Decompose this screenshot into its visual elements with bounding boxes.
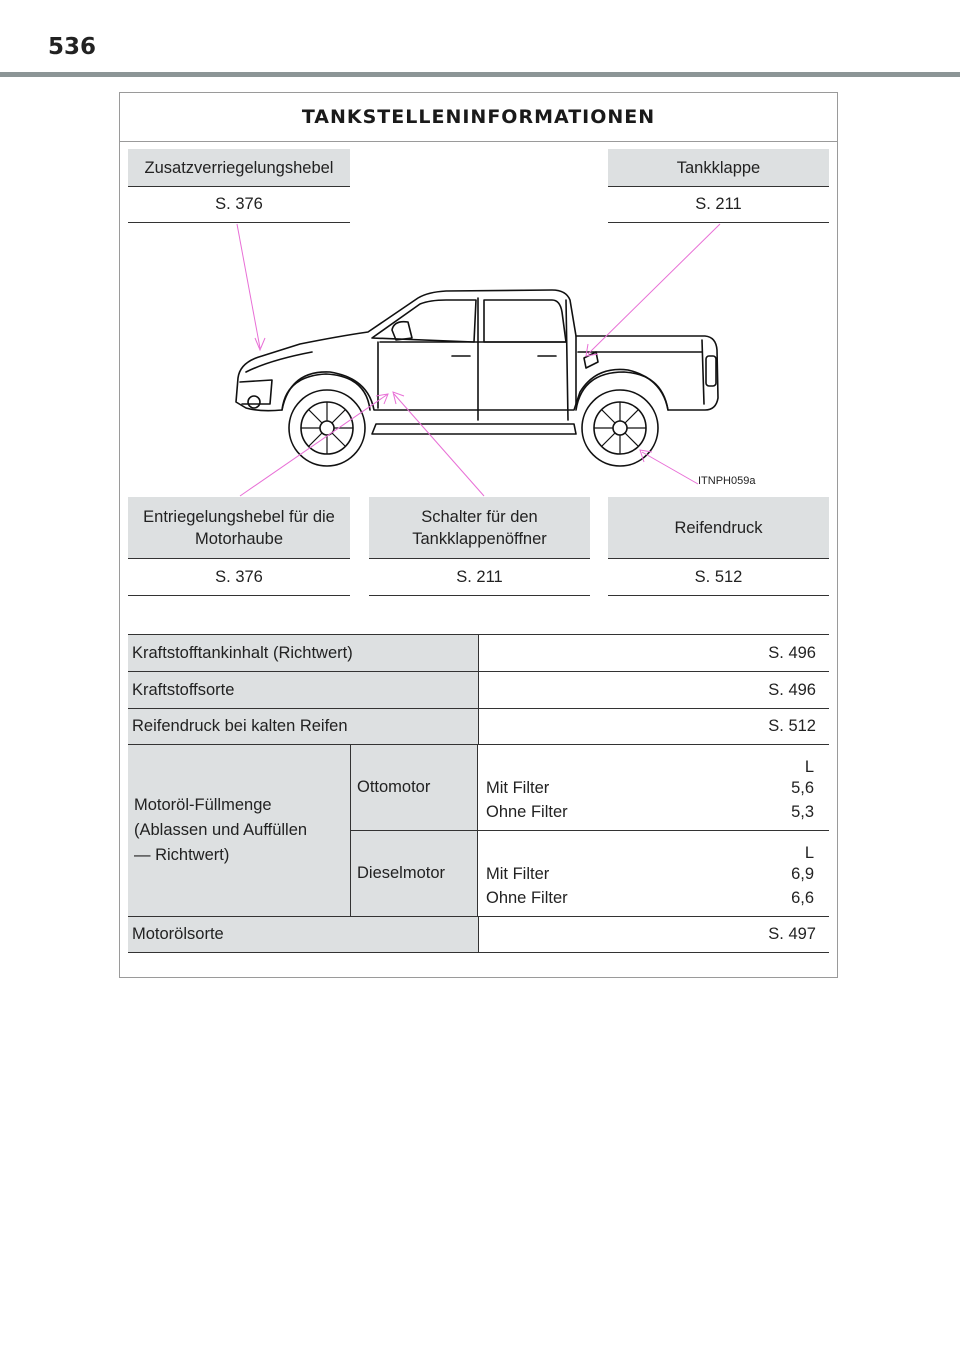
oil-volume-petrol — [478, 745, 829, 830]
callout-label-hood-release-lever: Entriegelungshebel für die Motorhaube — [128, 497, 350, 559]
table-row — [128, 672, 829, 709]
row-page-oil-type[interactable]: S. 497 — [478, 917, 829, 952]
engine-type-petrol-label: Ottomotor — [357, 778, 431, 796]
row-page-cold-tire-pressure[interactable]: S. 512 — [478, 709, 829, 744]
table-row — [128, 917, 829, 953]
oil-row-value: 5,6 — [791, 779, 814, 797]
oil-row-value: 6,9 — [791, 865, 814, 883]
oil-row-diesel-with-filter — [486, 862, 814, 886]
oil-row-label: Ohne Filter — [486, 889, 568, 907]
row-label-oil-type: Motorölsorte — [128, 917, 478, 952]
oil-row-petrol-with-filter — [486, 776, 814, 800]
row-label-cold-tire-pressure: Reifendruck bei kalten Reifen — [128, 709, 478, 744]
callout-page-auxiliary-lock-lever[interactable]: S. 376 — [128, 187, 350, 223]
oil-row-label: Ohne Filter — [486, 803, 568, 821]
engine-type-petrol — [350, 745, 478, 830]
table-row — [128, 635, 829, 672]
callout-label-tire-pressure: Reifendruck — [608, 497, 829, 559]
oil-row-petrol-without-filter — [486, 800, 814, 824]
callout-page-fuel-door[interactable]: S. 211 — [608, 187, 829, 223]
callout-label-fuel-door: Tankklappe — [608, 149, 829, 187]
oil-row-value: 5,3 — [791, 803, 814, 821]
callout-page-tire-pressure[interactable]: S. 512 — [608, 559, 829, 596]
callout-page-fuel-door-opener-switch[interactable]: S. 211 — [369, 559, 590, 596]
row-page-fuel-tank-capacity[interactable]: S. 496 — [478, 635, 829, 671]
oil-row-label: Mit Filter — [486, 865, 550, 883]
oil-volume-diesel — [478, 831, 829, 916]
oil-row-value: 6,6 — [791, 889, 814, 907]
callout-label-auxiliary-lock-lever: Zusatzverriegelungshebel — [128, 149, 350, 187]
row-label-fuel-type: Kraftstoffsorte — [128, 672, 478, 708]
row-page-fuel-type[interactable]: S. 496 — [478, 672, 829, 708]
oil-unit-diesel: L — [804, 844, 814, 862]
oil-capacity-label-text: Motoröl-Füllmenge (Ablassen und Auffüllen — Richtwert) — [134, 796, 308, 864]
row-label-fuel-tank-capacity: Kraftstofftankinhalt (Richtwert) — [128, 635, 478, 671]
engine-type-diesel — [350, 831, 478, 916]
diagram-code: ITNPH059a — [698, 475, 756, 487]
engine-type-diesel-label: Dieselmotor — [357, 864, 446, 882]
oil-row-label: Mit Filter — [486, 779, 550, 797]
page-title: TANKSTELLENINFORMATIONEN — [120, 93, 837, 142]
table-row — [128, 709, 829, 745]
oil-unit-petrol: L — [804, 758, 814, 776]
callout-label-fuel-door-opener-switch: Schalter für den Tankklappenöffner — [369, 497, 590, 559]
callout-page-hood-release-lever[interactable]: S. 376 — [128, 559, 350, 596]
page-number: 536 — [48, 34, 97, 60]
oil-capacity-label — [128, 745, 350, 916]
oil-row-diesel-without-filter — [486, 886, 814, 910]
